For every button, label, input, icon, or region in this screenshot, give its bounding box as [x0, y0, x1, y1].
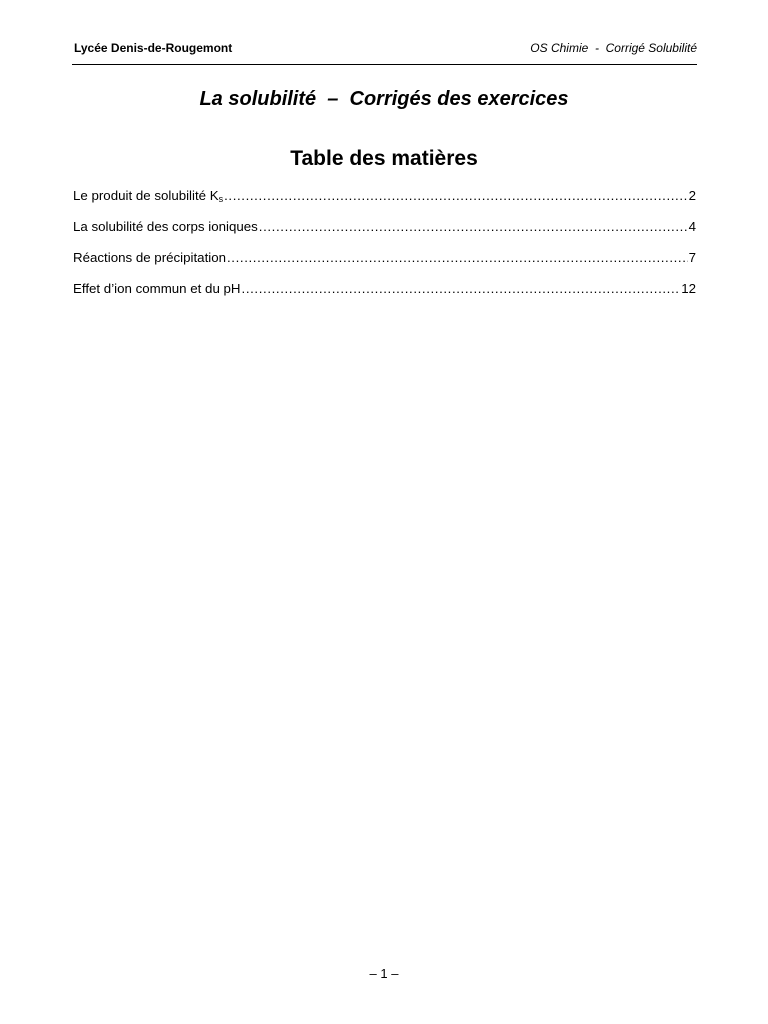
document-title: La solubilité – Corrigés des exercices — [199, 88, 569, 110]
header-school-name: Lycée Denis-de-Rougemont — [74, 41, 233, 55]
toc-entry-page: 2 — [688, 188, 696, 203]
toc-entry[interactable] — [73, 249, 696, 280]
toc-entry-label: Effet d’ion commun et du pH — [73, 281, 241, 296]
page-number: – 1 – — [369, 966, 399, 981]
header-course-title: OS Chimie - Corrigé Solubilité — [530, 41, 697, 55]
toc-entry-page: 7 — [688, 250, 696, 265]
toc-dot-leader — [259, 218, 688, 236]
toc-entry-subscript: s — [218, 194, 224, 204]
toc-entry[interactable] — [73, 280, 696, 311]
toc-dot-leader — [242, 280, 681, 298]
toc-entry[interactable] — [73, 187, 696, 218]
toc-heading: Table des matières — [290, 147, 478, 170]
toc-entry-page: 12 — [681, 281, 696, 296]
toc-entry-label: Le produit de solubilité $K_s$ — [73, 188, 224, 204]
page-header — [72, 40, 697, 65]
table-of-contents — [73, 187, 696, 311]
toc-dot-leader — [227, 249, 688, 267]
toc-entry-label: La solubilité des corps ioniques — [73, 219, 258, 234]
toc-entry[interactable] — [73, 218, 696, 249]
toc-dot-leader — [224, 187, 687, 205]
toc-entry-page: 4 — [688, 219, 696, 234]
toc-entry-label: Réactions de précipitation — [73, 250, 227, 265]
